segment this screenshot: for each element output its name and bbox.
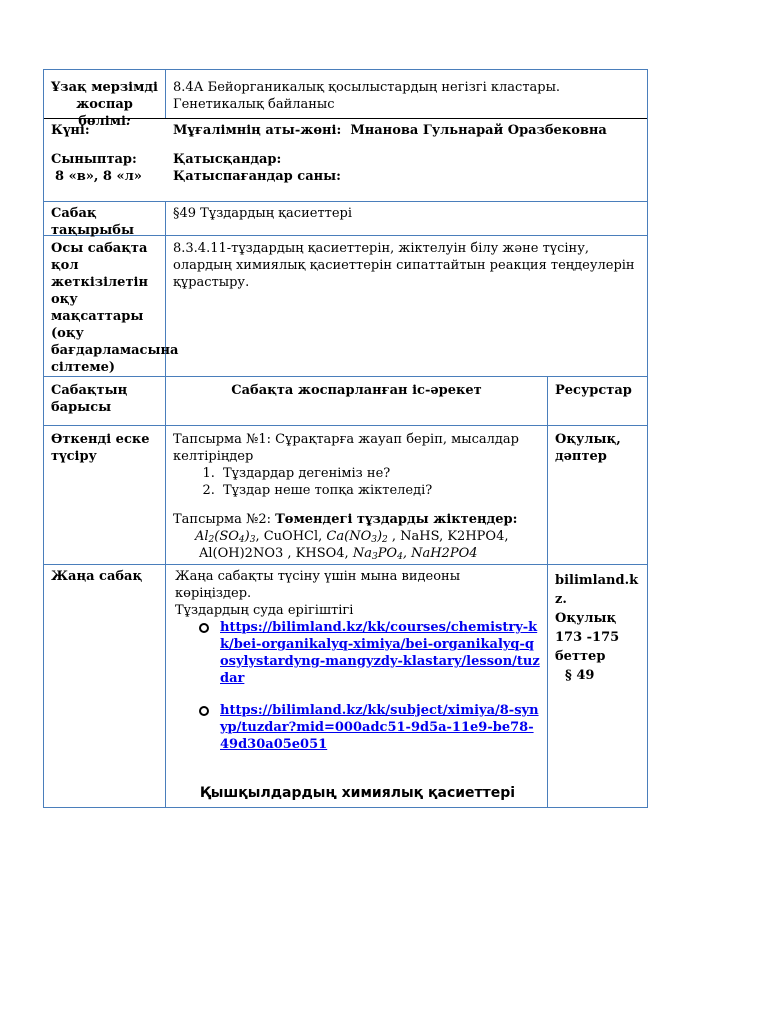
new-lesson-activity-cell xyxy=(166,565,547,807)
resource-pages: 173 -175 беттер xyxy=(555,630,620,664)
topic-label: Сабақ тақырыбы xyxy=(51,206,135,238)
list-item xyxy=(197,619,540,687)
list-item xyxy=(197,702,540,753)
video-link-2[interactable]: https://bilimland.kz/kk/subject/ximiya/8-synyp/tuzdar?mid=000adc51-9d5a-11e9-be78-49d30a05e051 xyxy=(220,703,539,752)
present-label: Қатысқандар: xyxy=(173,152,282,167)
bullet-circle-icon xyxy=(199,623,209,633)
date-label: Күні: xyxy=(51,123,90,138)
border-line xyxy=(43,376,648,377)
classes-label: Сыныптар: xyxy=(51,152,137,167)
review-resources: Оқулық, дәптер xyxy=(555,432,621,464)
objectives-label: Осы сабақта қол жеткізілетін оқу мақсаттары (оқу бағдарламасына сілтеме) xyxy=(51,241,179,375)
resource-site: bilimland.kz. xyxy=(555,573,639,607)
long-term-plan-label: Ұзақ мерзімді жоспар бөлімі: xyxy=(51,80,158,129)
question-list xyxy=(173,465,540,499)
stage-header: Сабақтың барысы xyxy=(51,383,128,415)
teacher-line xyxy=(173,122,640,139)
date-classes-cell xyxy=(44,119,165,201)
border-line xyxy=(43,69,648,70)
review-stage-label: Өткенді еске түсіру xyxy=(51,432,150,464)
activity-header: Сабақта жоспарланған іс-әрекет xyxy=(231,383,482,398)
formula-line-2: Al(OH)2NO3 , KHSO4, $Na_3PO_4$, NaH2PO4 xyxy=(199,546,478,562)
bullet-circle-icon xyxy=(199,706,209,716)
task2-instruction: Төмендегі тұздарды жіктеңдер: xyxy=(275,512,518,527)
list-item: 1. Тұздардар дегеніміз не? xyxy=(219,465,540,482)
task2-prefix: Тапсырма №2: xyxy=(173,512,271,527)
topic-value: §49 Тұздардың қасиеттері xyxy=(173,206,352,221)
task1-intro: Тапсырма №1: Сұрақтарға жауап беріп, мысалдар келтіріңдер xyxy=(173,432,519,464)
teacher-label: Мұғалімнің аты-жөні: xyxy=(173,123,342,138)
video-link-1[interactable]: https://bilimland.kz/kk/courses/chemistry-kk/bei-organikalyq-ximiya/bei-organikalyq-qosylystardyng-mangyzdy-klastary/lesson/tuzdar xyxy=(220,620,540,686)
list-item: 2. Тұздар неше топқа жіктеледі? xyxy=(219,482,540,499)
review-activity-cell xyxy=(166,428,547,564)
resource-section: § 49 xyxy=(565,668,595,683)
border-line xyxy=(43,425,648,426)
resources-header: Ресурстар xyxy=(555,383,632,398)
border-line xyxy=(647,69,648,808)
teacher-attendance-cell xyxy=(166,119,647,201)
new-lesson-stage-label: Жаңа сабақ xyxy=(51,569,143,584)
teacher-name: Мнанова Гульнарай Оразбековна xyxy=(350,123,607,138)
new-lesson-intro: Жаңа сабақты түсіну үшін мына видеоны көріңіздер. xyxy=(175,569,461,601)
task2-line xyxy=(173,511,540,528)
new-lesson-resources xyxy=(548,565,647,807)
formula-line-1: $Al_2(SO_4)_3$, CuOHCl, $Ca(NO_3)_2$ , NaHS, K2HPO4, xyxy=(195,529,509,545)
solubility-line: Тұздардың суда ерігіштігі xyxy=(175,603,354,618)
acid-properties-title: Қышқылдардың химиялық қасиеттері xyxy=(199,785,516,801)
classes-value: 8 «в», 8 «л» xyxy=(55,169,142,184)
absent-label: Қатыспағандар саны: xyxy=(173,169,341,184)
lesson-plan-table xyxy=(43,69,648,808)
video-link-list xyxy=(175,619,540,753)
long-term-plan-value: 8.4А Бейорганикалық қосылыстардың негізгі кластары. Генетикалық байланыс xyxy=(173,80,561,112)
border-line xyxy=(43,807,648,808)
objectives-value: 8.3.4.11-тұздардың қасиеттерін, жіктелуін білу және түсіну, олардың химиялық қасиеттерін сипаттайтын реакция теңдеулерін құрастыру. xyxy=(173,241,635,290)
resource-book: Оқулық xyxy=(555,611,617,626)
